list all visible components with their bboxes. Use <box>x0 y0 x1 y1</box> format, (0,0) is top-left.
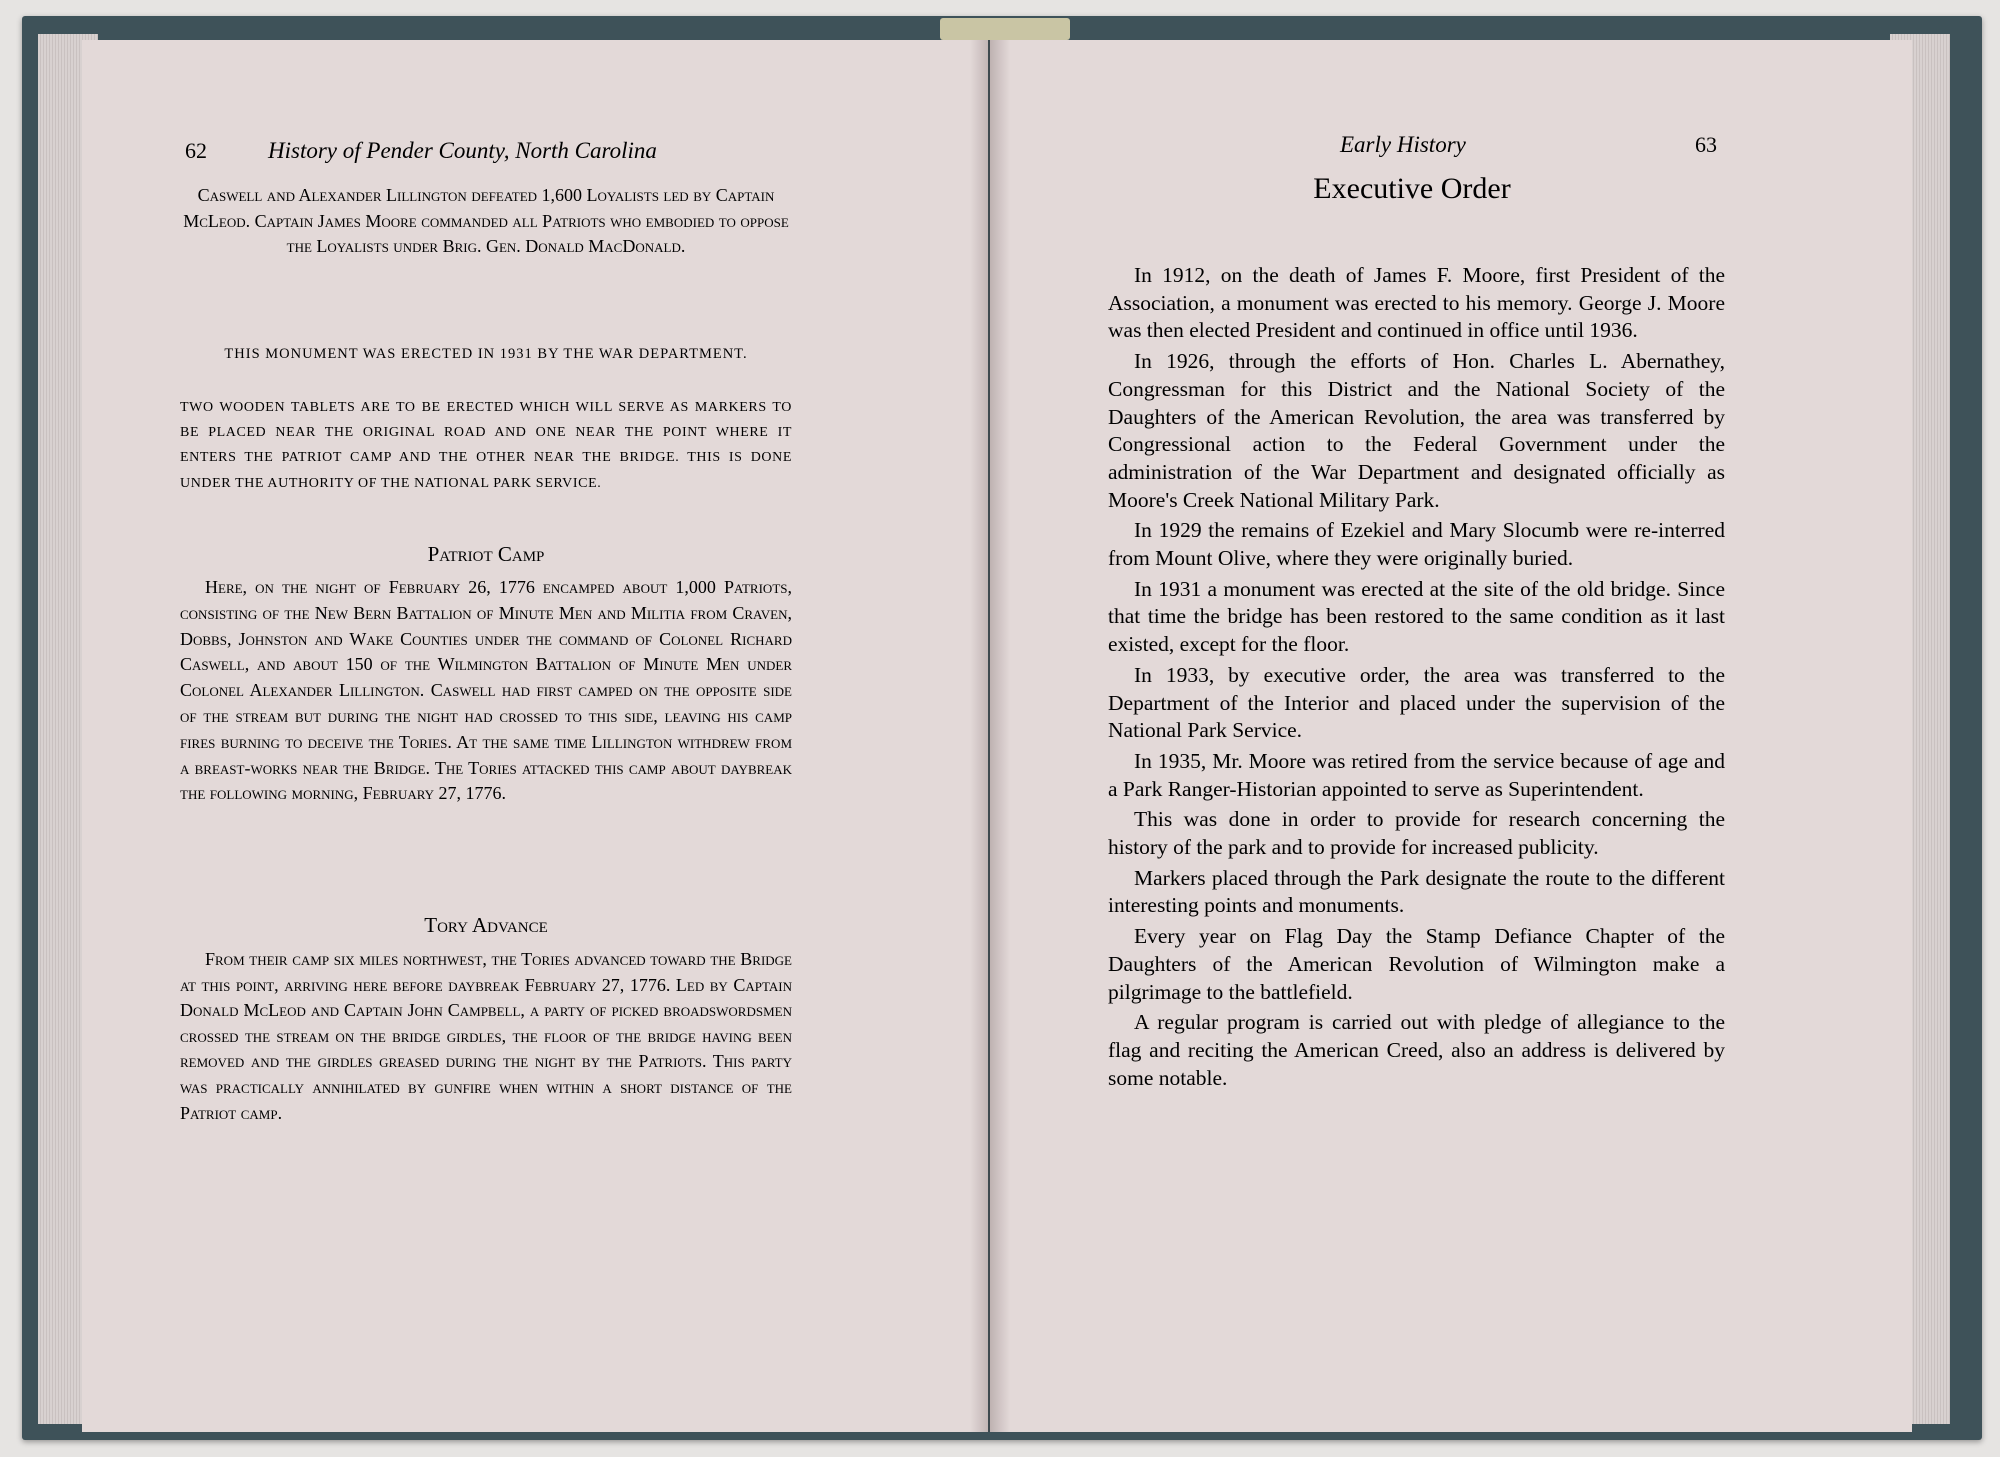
paragraph: In 1935, Mr. Moore was retired from the service because of age and a Park Ranger-Historian appointed to serve as Superintendent. <box>1108 748 1725 801</box>
erected-line: THIS MONUMENT WAS ERECTED IN 1931 BY THE WAR DEPARTMENT. <box>224 346 748 362</box>
left-running-title: History of Pender County, North Carolina <box>268 138 657 163</box>
left-page-number: 62 <box>185 138 207 163</box>
paragraph: Markers placed through the Park designate the route to the different interesting points and monuments. <box>1108 865 1725 918</box>
paragraph: In 1933, by executive order, the area was transferred to the Department of the Interior and placed under the supervision of the National Park Service. <box>1108 662 1725 743</box>
section-heading-tory-advance: Tory Advance <box>424 913 548 937</box>
executive-order-title: Executive Order <box>1313 172 1511 205</box>
paragraph: In 1912, on the death of James F. Moore, first President of the Association, a monument was erected to his memory. George J. Moore was then elected President and continued in office until 1936. <box>1108 263 1725 343</box>
paragraph: In 1926, through the efforts of Hon. Charles L. Abernathey, Congressman for this District and the National Society of the Daughters of the American Revolution, the area was transferred by Congressional action to the Federal Government under the administration of the War Department and designated officially as Moore's Creek National Military Park. <box>1108 349 1725 512</box>
monument-inscription: Caswell and Alexander Lillington defeated 1,600 Loyalists led by Captain McLeod. Captain James Moore commanded all Patriots who embodied to oppose the Loyalists under Brig. Gen. Donald MacDonald. <box>183 185 789 257</box>
paragraph: This was done in order to provide for research concerning the history of the park and to provide for increased publicity. <box>1108 807 1725 860</box>
paragraph: In 1931 a monument was erected at the site of the old bridge. Since that time the bridge has been restored to the same condition as it last existed, except for the floor. <box>1108 576 1725 657</box>
section-body-tory-advance: From their camp six miles northwest, the Tories advanced toward the Bridge at this point, arriving here before daybreak February 27, 1776. Led by Captain Donald McLeod and Captain John Campbell, a party of picked broadswordsmen crossed the stream on the bridge girdles, the floor of the bridge having been removed and the girdles greased during the night by the Patriots. This party was practically annihilated by gunfire when within a short distance of the Patriot camp. <box>180 949 792 1123</box>
paragraph: A regular program is carried out with pledge of allegiance to the flag and reciting the American Creed, also an address is delivered by some notable. <box>1108 1010 1725 1090</box>
spine-headband <box>940 18 1070 40</box>
book-gutter <box>970 40 1010 1432</box>
section-body-patriot-camp: Here, on the night of February 26, 1776 encamped about 1,000 Patriots, consisting of the New Bern Battalion of Minute Men and Militia from Craven, Dobbs, Johnston and Wake Counties under the command of Colonel Richard Caswell, and about 150 of the Wilmington Battalion of Minute Men under Colonel Alexander Lillington. Caswell had first camped on the opposite side of the stream but during the night had crossed to this side, leaving his camp fires burning to deceive the Tories. At the same time Lillington withdrew from a breast-works near the Bridge. The Tories attacked this camp about daybreak the following morning, February 27, 1776. <box>180 577 792 804</box>
executive-order-body <box>1108 262 1725 1095</box>
tablets-note: TWO WOODEN TABLETS ARE TO BE ERECTED WHICH WILL SERVE AS MARKERS TO BE PLACED NEAR THE ORIGINAL ROAD AND ONE NEAR THE POINT WHERE IT ENTERS THE PATRIOT CAMP AND THE OTHER NEAR THE BRIDGE. THIS IS DONE UNDER THE AUTHORITY OF THE NATIONAL PARK SERVICE. <box>180 400 792 491</box>
right-running-title: Early History <box>1340 132 1466 157</box>
paragraph: Every year on Flag Day the Stamp Defiance Chapter of the Daughters of the American Revolution of Wilmington make a pilgrimage to the battlefield. <box>1108 924 1725 1004</box>
paragraph: In 1929 the remains of Ezekiel and Mary Slocumb were re-interred from Mount Olive, where they were originally buried. <box>1108 518 1725 571</box>
section-heading-patriot-camp: Patriot Camp <box>427 542 545 566</box>
right-page-number: 63 <box>1695 132 1717 157</box>
